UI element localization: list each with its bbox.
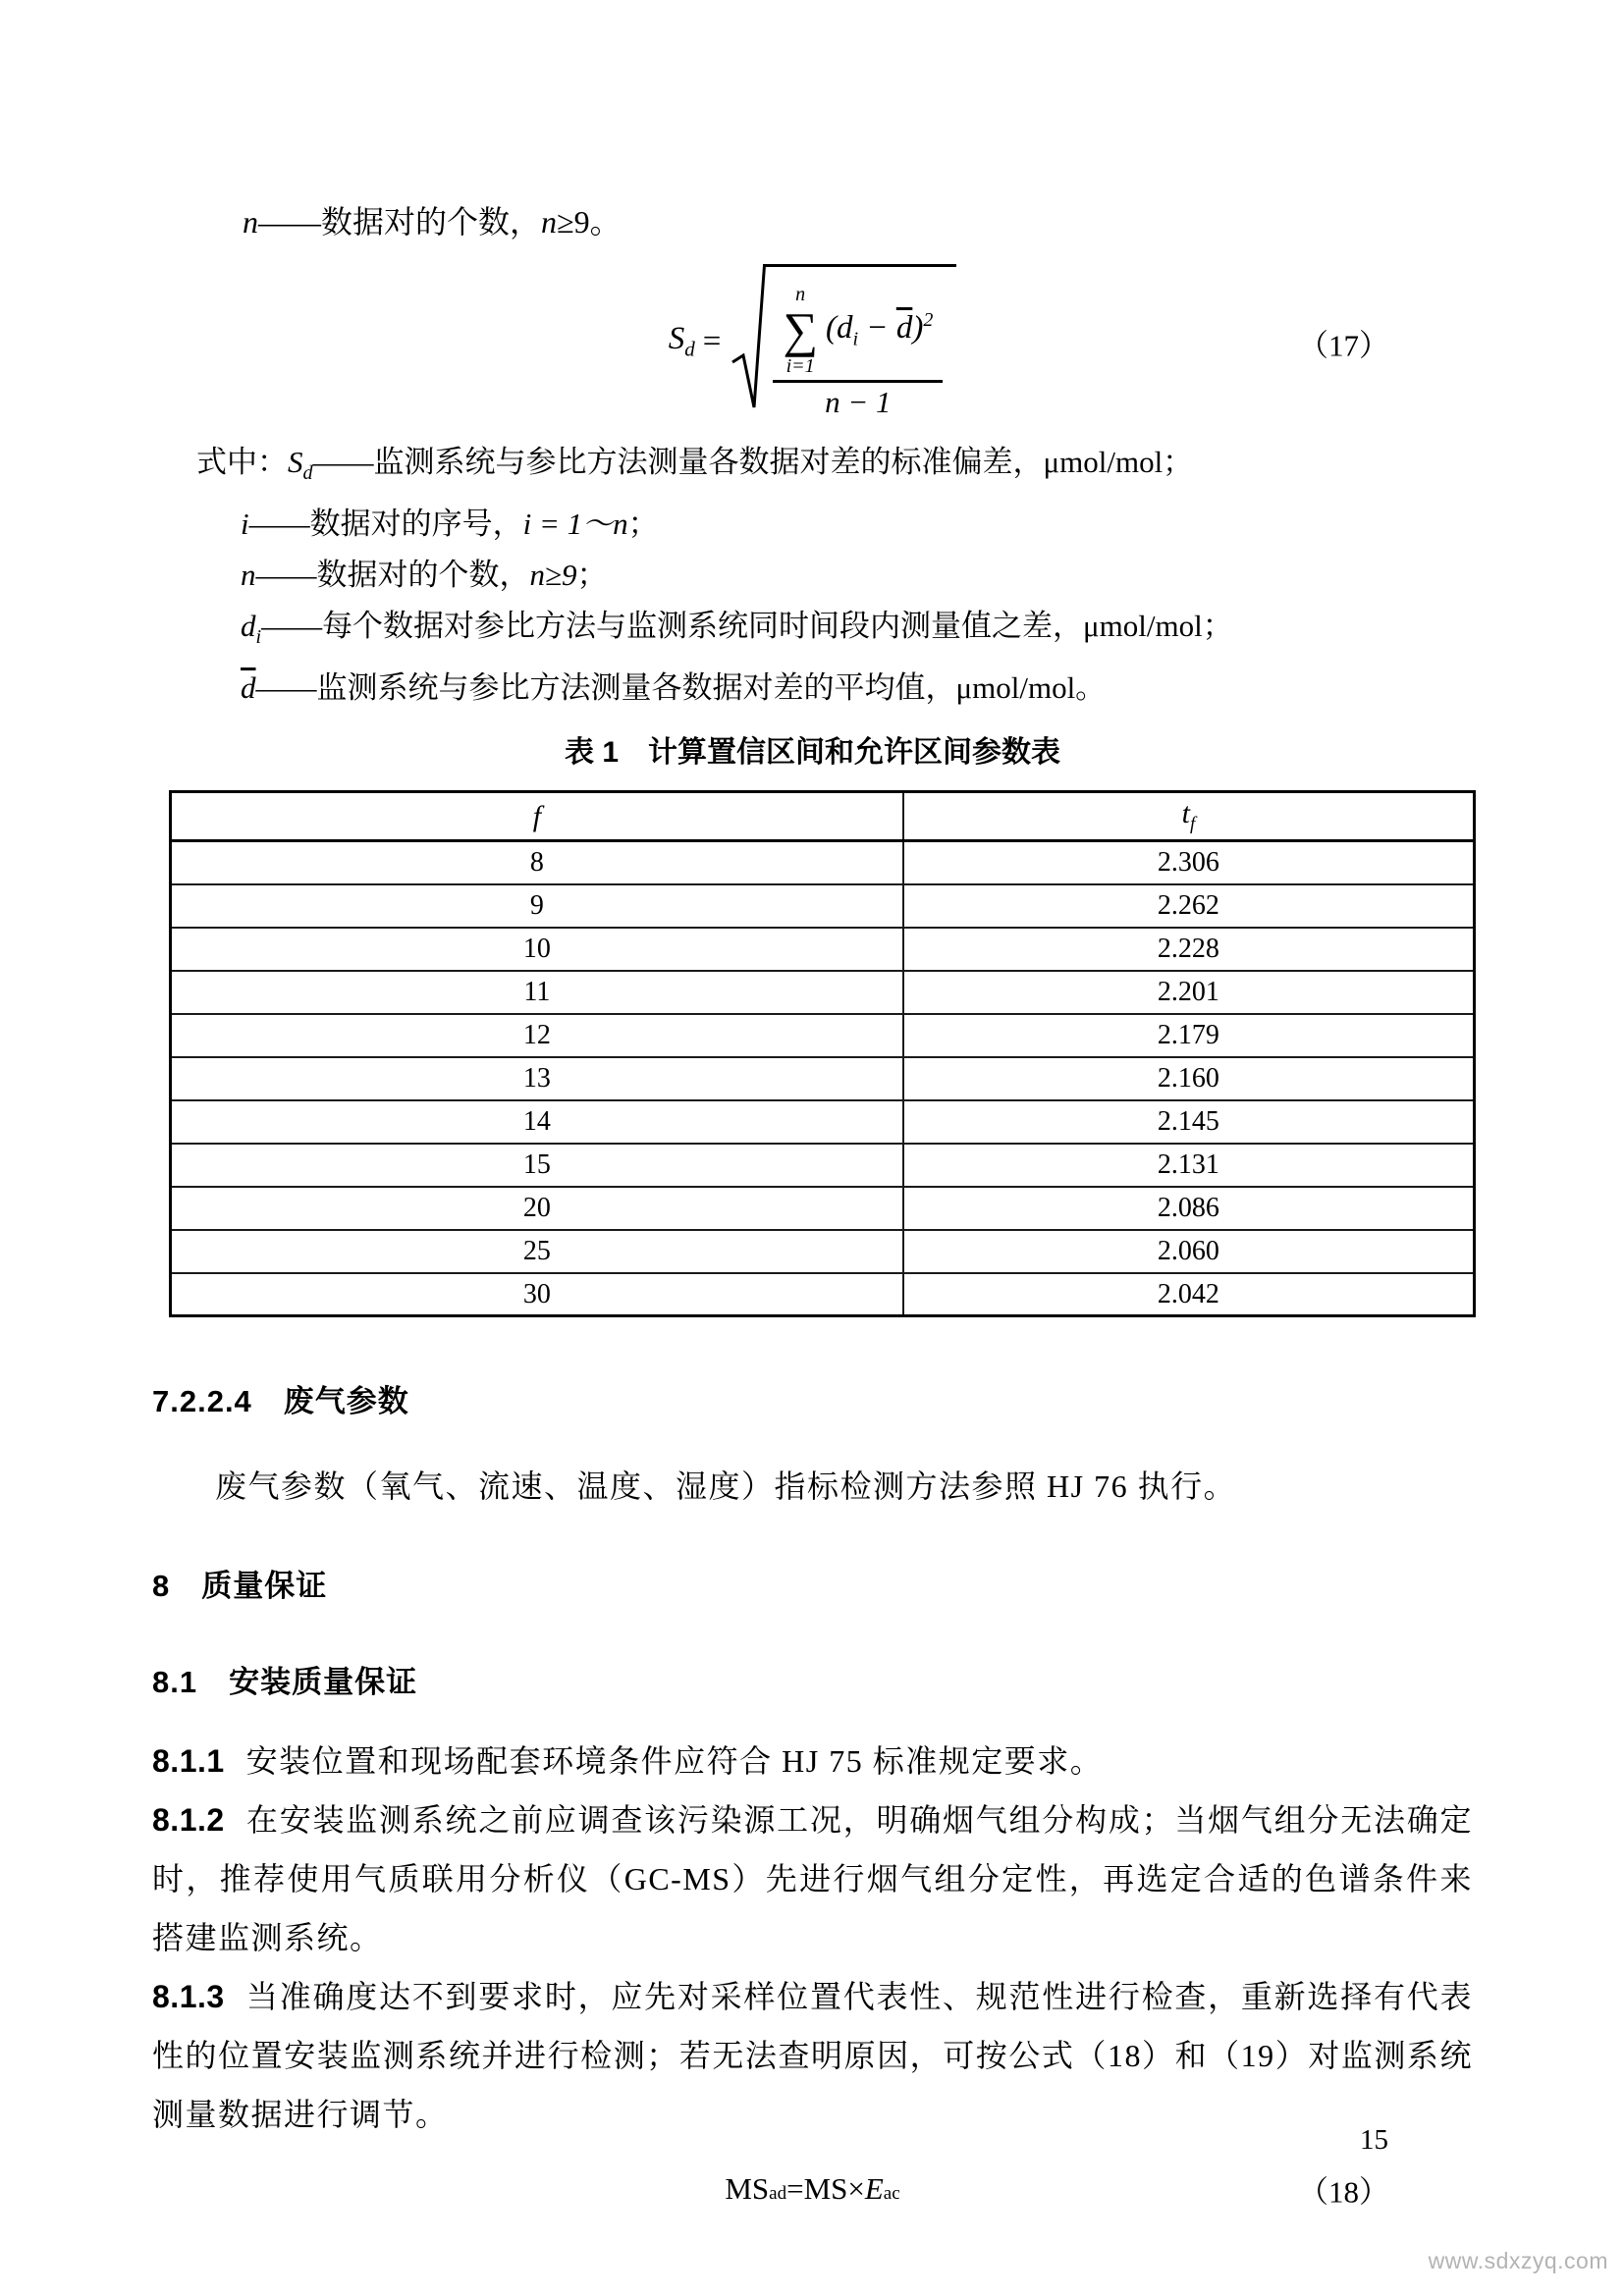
table-cell-f: 11 [171, 971, 903, 1014]
ms-ad-sub: ad [769, 2183, 787, 2205]
ms-term: MS [803, 2171, 848, 2207]
sum-upper-limit: n [795, 284, 806, 305]
table-cell-tf: 2.145 [903, 1100, 1475, 1144]
definition-line-di [152, 601, 1473, 663]
paragraph-8-1-1 [152, 1732, 1473, 1790]
table-row [171, 884, 1475, 928]
math-symbol-n: n [243, 204, 258, 240]
equals-sign: = [786, 2171, 804, 2207]
symbol-base: S [288, 445, 303, 479]
paragraph-text: 当准确度达不到要求时，应先对采样位置代表性、规范性进行检查，重新选择有代表性的位置安装监测系统并进行检测；若无法查明原因，可按公式（18）和（19）对监测系统测量数据进行调节。 [152, 1979, 1473, 2133]
equation-number-17: （17） [1298, 328, 1389, 363]
radical-sign [731, 264, 766, 413]
math-subscript-d: d [684, 338, 695, 362]
math-symbol-di [241, 609, 262, 649]
table-cell-tf: 2.306 [903, 841, 1475, 884]
table-row [171, 971, 1475, 1014]
math-symbol-S: S [668, 321, 685, 357]
paragraph-text: 废气参数（氧气、流速、温度、湿度）指标检测方法参照 HJ 76 执行。 [215, 1468, 1237, 1505]
em-dash: —— [312, 445, 374, 479]
clause-number: 8.1.3 [152, 1979, 225, 2015]
math-symbol-Sd [288, 445, 313, 485]
page-content [152, 0, 1473, 2220]
paragraph-text: 安装位置和现场配套环境条件应符合 HJ 75 标准规定要求。 [245, 1743, 1104, 1780]
formula-17-row [152, 264, 1473, 421]
table1 [169, 790, 1476, 1317]
table-cell-tf: 2.160 [903, 1057, 1475, 1100]
definition-line-n [152, 550, 1473, 601]
math-symbol-dbar: $\overline{d}$ [241, 670, 256, 706]
paragraph-text: 在安装监测系统之前应调查该污染源工况，明确烟气组分构成；当烟气组分无法确定时，推荐使用气质联用分析仪（GC-MS）先进行烟气组分定性，再选定合适的色谱条件来搭建监测系统。 [152, 1802, 1473, 1956]
section-heading-7-2-2-4: 7.2.2.4 废气参数 [152, 1384, 409, 1419]
em-dash: —— [255, 558, 317, 593]
sum-lower-limit: i=1 [785, 354, 815, 377]
table-cell-tf: 2.042 [903, 1273, 1475, 1316]
ms-ad-base: MS [725, 2171, 770, 2207]
expr-exponent: 2 [923, 308, 934, 331]
where-label: 式中： [196, 445, 288, 479]
math-symbol-i: i [241, 507, 249, 542]
section-heading-8: 8 质量保证 [152, 1569, 328, 1604]
expr-subscript-i: i [852, 328, 859, 350]
square-root [731, 264, 956, 420]
table-row [171, 1057, 1475, 1100]
formula-17 [669, 264, 957, 420]
formula-17-lhs [669, 321, 695, 362]
e-ac-sub: ac [883, 2183, 900, 2205]
times-sign: × [847, 2171, 865, 2207]
table1-caption: 表 1 计算置信区间和允许区间参数表 [564, 736, 1061, 770]
clause-number: 8.1.1 [152, 1743, 225, 1780]
table-row [171, 1144, 1475, 1187]
table-row [171, 1100, 1475, 1144]
section-heading-8-1: 8.1 安装质量保证 [152, 1665, 418, 1700]
fraction-denominator: n − 1 [825, 384, 892, 419]
table-row [171, 841, 1475, 884]
table-cell-f: 30 [171, 1273, 903, 1316]
table-row [171, 1187, 1475, 1230]
table-row [171, 928, 1475, 971]
definition-tail: ； [576, 558, 608, 593]
math-range: i = 1～n [522, 507, 628, 542]
definition-line-Sd [152, 437, 1473, 499]
clause-number: 8.1.2 [152, 1802, 225, 1839]
paragraph-7-2-2-4 [152, 1457, 1473, 1516]
fraction [773, 285, 943, 420]
symbol-base: d [241, 609, 256, 644]
table-cell-f: 14 [171, 1100, 903, 1144]
definition-text: 数据对的序号， [309, 507, 523, 542]
column-header-tf [903, 792, 1475, 841]
math-symbol-n: n [541, 204, 558, 240]
em-dash: —— [258, 204, 321, 240]
table-cell-tf: 2.228 [903, 928, 1475, 971]
table-header-row [171, 792, 1475, 841]
radicand [763, 264, 956, 420]
column-header-f: f [171, 792, 903, 841]
fraction-numerator [773, 285, 943, 383]
table-cell-f: 20 [171, 1187, 903, 1230]
tf-base: t [1181, 797, 1190, 830]
table-row [171, 1230, 1475, 1273]
definition-line-dbar [152, 663, 1473, 714]
summation [783, 285, 818, 376]
tf-sub: f [1189, 814, 1196, 835]
formula-18 [725, 2158, 899, 2225]
table-cell-f: 25 [171, 1230, 903, 1273]
table-row [171, 1014, 1475, 1057]
paragraph-8-1-2 [152, 1790, 1473, 1967]
watermark: www.sdxzyq.com [1428, 2248, 1608, 2273]
summand-expression [826, 309, 933, 351]
table-cell-f: 13 [171, 1057, 903, 1100]
table1-header [171, 792, 1475, 841]
page-number: 15 [1360, 2124, 1388, 2156]
table-cell-tf: 2.086 [903, 1187, 1475, 1230]
definition-text: 数据对的个数， [321, 204, 542, 240]
table-cell-f: 12 [171, 1014, 903, 1057]
math-symbol-n: n [241, 558, 256, 593]
definition-text: 监测系统与参比方法测量各数据对差的平均值，μmol/mol。 [316, 670, 1107, 706]
expr-minus: − [858, 309, 896, 346]
em-dash: —— [255, 670, 317, 706]
table-cell-f: 9 [171, 884, 903, 928]
paragraph-8-1-3 [152, 1967, 1473, 2144]
equation-number-18: （18） [1298, 2174, 1389, 2210]
table-cell-f: 8 [171, 841, 903, 884]
expr-open: (d [825, 309, 853, 346]
table-cell-tf: 2.262 [903, 884, 1475, 928]
definition-condition: ≥9。 [557, 204, 622, 240]
formula-18-row [152, 2158, 1473, 2220]
definition-text: 数据对的个数， [316, 558, 530, 593]
math-condition: n≥9 [529, 558, 577, 593]
definition-tail: ； [627, 507, 659, 542]
symbol-sub: i [255, 626, 262, 649]
em-dash: —— [261, 609, 323, 644]
em-dash: —— [248, 507, 310, 542]
table1-body [171, 841, 1475, 1316]
table-cell-tf: 2.060 [903, 1230, 1475, 1273]
table-cell-tf: 2.179 [903, 1014, 1475, 1057]
table-cell-f: 15 [171, 1144, 903, 1187]
sigma-icon: ∑ [783, 302, 818, 357]
symbol-sub: d [302, 462, 313, 485]
d-bar-symbol: $\overline{d}$ [895, 309, 913, 346]
expr-close: ) [912, 309, 924, 346]
definition-text: 每个数据对参比方法与监测系统同时间段内测量值之差，μmol/mol； [322, 609, 1233, 644]
math-symbol-E: E [864, 2171, 884, 2207]
definition-text: 监测系统与参比方法测量各数据对差的标准偏差，μmol/mol； [373, 445, 1194, 479]
equals-sign: = [702, 323, 722, 359]
table-cell-tf: 2.201 [903, 971, 1475, 1014]
table-cell-f: 10 [171, 928, 903, 971]
variable-definition-n [243, 204, 622, 240]
definition-line-i [152, 499, 1473, 550]
table-cell-tf: 2.131 [903, 1144, 1475, 1187]
table-row [171, 1273, 1475, 1316]
variable-definition-n-line [152, 0, 1473, 242]
symbol-definitions [152, 437, 1473, 714]
